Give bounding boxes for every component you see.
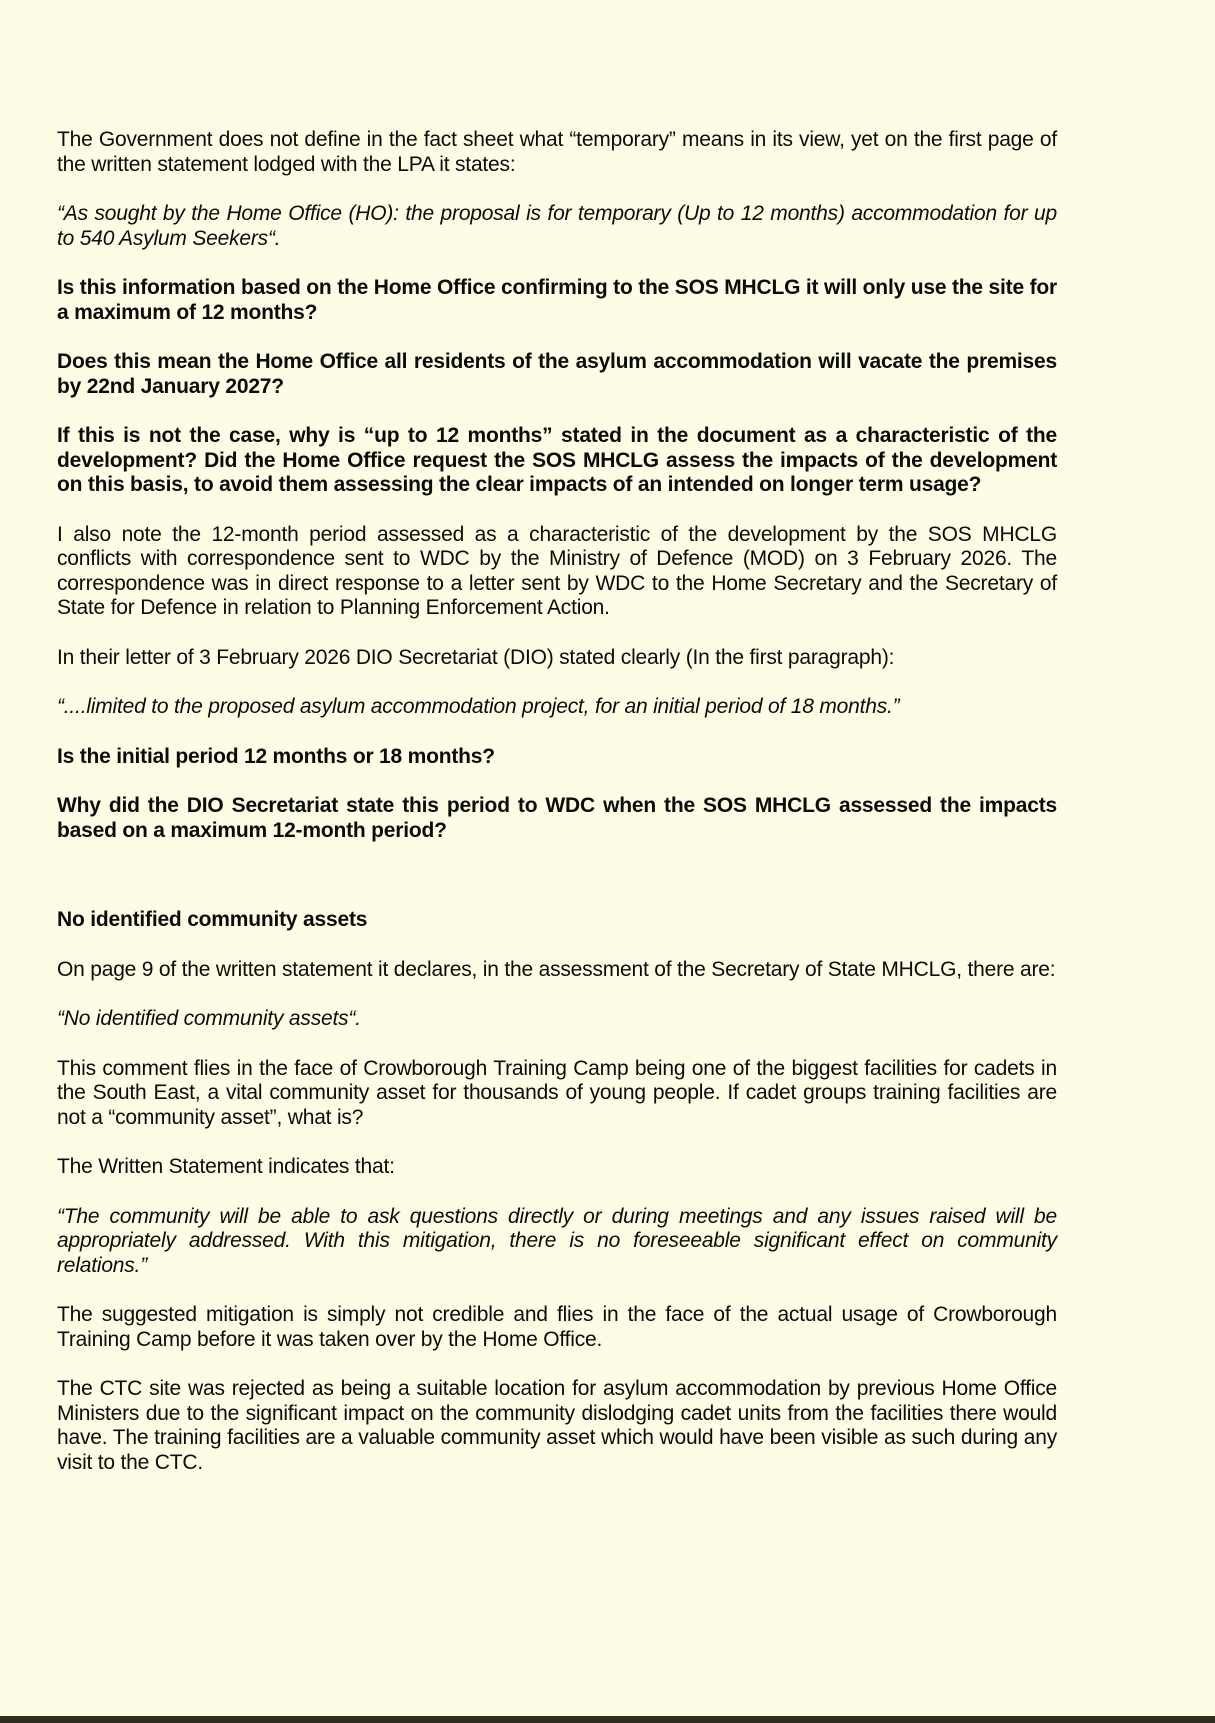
- question-sos-mhclg-confirmation: Is this information based on the Home Office confirming to the SOS MHCLG it will only use the site for a maximum of 12 months?: [57, 276, 1057, 324]
- page-bottom-edge: [0, 1716, 1215, 1723]
- quote-proposal-temporary: “As sought by the Home Office (HO): the proposal is for temporary (Up to 12 months) accommodation for up to 540 Asylum Seekers“.: [57, 202, 1057, 250]
- paragraph-temporary-definition: The Government does not define in the fact sheet what “temporary” means in its view, yet on the first page of the written statement lodged with the LPA it states:: [57, 128, 1057, 176]
- quote-initial-period-18-months: “....limited to the proposed asylum accommodation project, for an initial period of 18 months.”: [57, 695, 900, 718]
- paragraph-crowborough-facilities: This comment flies in the face of Crowborough Training Camp being one of the biggest facilities for cadets in the South East, a vital community asset for thousands of young people. If cadet groups training facilities are not a “community asset”, what is?: [57, 1056, 1057, 1129]
- question-dio-period-to-wdc: Why did the DIO Secretariat state this period to WDC when the SOS MHCLG assessed the impacts based on a maximum 12-month period?: [57, 794, 1057, 842]
- question-vacate-premises: Does this mean the Home Office all residents of the asylum accommodation will vacate the premises by 22nd January 2027?: [57, 350, 1057, 398]
- paragraph-mod-correspondence: I also note the 12-month period assessed as a characteristic of the development by the SOS MHCLG conflicts with correspondence sent to WDC by the Ministry of Defence (MOD) on 3 February 2026. The correspondence was in direct response to a letter sent by WDC to the Home Secretary and the Secretary of State for Defence in relation to Planning Enforcement Action.: [57, 522, 1057, 619]
- paragraph-page-9-declaration: On page 9 of the written statement it declares, in the assessment of the Secretary of State MHCLG, there are:: [57, 957, 1056, 981]
- heading-no-community-assets: No identified community assets: [57, 908, 368, 931]
- paragraph-dio-letter-intro: In their letter of 3 February 2026 DIO Secretariat (DIO) stated clearly (In the first paragraph):: [57, 645, 895, 669]
- question-12-months-characteristic: If this is not the case, why is “up to 12 months” stated in the document as a characteristic of the development? Did the Home Office request the SOS MHCLG assess the impacts of the development on this basis, to avoid them assessing the clear impacts of an intended on longer term usage?: [57, 424, 1057, 496]
- quote-no-community-assets: “No identified community assets“.: [57, 1007, 361, 1030]
- quote-community-mitigation: “The community will be able to ask questions directly or during meetings and any issues raised will be appropriately addressed. With this mitigation, there is no foreseeable significant effect on community relations.”: [57, 1204, 1057, 1277]
- paragraph-written-statement-intro: The Written Statement indicates that:: [57, 1155, 395, 1178]
- question-initial-period: Is the initial period 12 months or 18 months?: [57, 744, 495, 768]
- paragraph-mitigation-not-credible: The suggested mitigation is simply not credible and flies in the face of the actual usage of Crowborough Training Camp before it was taken over by the Home Office.: [57, 1303, 1057, 1351]
- paragraph-ctc-rejected: The CTC site was rejected as being a suitable location for asylum accommodation by previous Home Office Ministers due to the significant impact on the community dislodging cadet units from the facilities there would have. The training facilities are a valuable community asset which would have been visible as such during any visit to the CTC.: [57, 1377, 1057, 1474]
